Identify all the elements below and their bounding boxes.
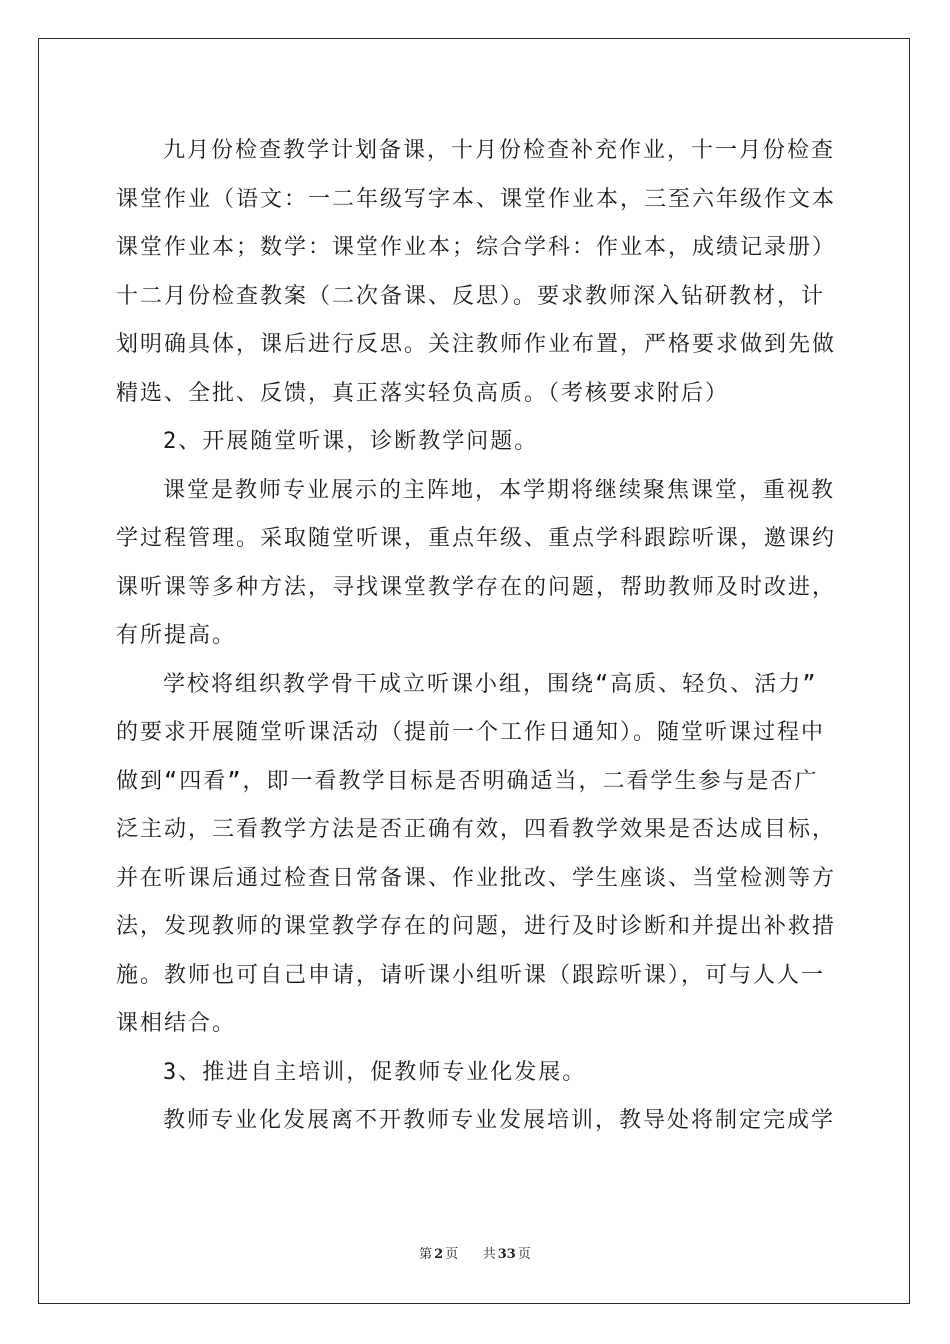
text-line: 课听课等多种方法，寻找课堂教学存在的问题，帮助教师及时改进， [116,574,837,600]
text-line: 3、推进自主培训，促教师专业化发展。 [163,1059,587,1085]
text-line: 课堂是教师专业展示的主阵地，本学期将继续聚焦课堂，重视教 [163,477,836,503]
page-indicator: 第 2 页 [419,1247,459,1262]
text-line: 学过程管理。采取随堂听课，重点年级、重点学科跟踪听课，邀课约 [116,526,837,551]
total-pages-indicator: 共 33 页 [482,1247,531,1262]
text-line: 课堂作业（语文：一二年级写字本、课堂作业本，三至六年级作文本 [116,186,837,212]
text-line: 的要求开展随堂听课活动（提前一个工作日通知）。随堂听课过程中 [116,720,826,745]
text-line: 2、开展随堂听课，诊断教学问题。 [163,429,539,454]
text-line: 课相结合。 [116,1011,237,1036]
text-line: 课堂作业本；数学：课堂作业本；综合学科：作业本，成绩记录册） [116,235,837,260]
text-line: 法，发现教师的课堂教学存在的问题，进行及时诊断和并提出补救措 [116,914,837,939]
text-line: 泛主动，三看教学方法是否正确有效，四看教学效果是否达成目标， [116,817,837,842]
document-body [116,127,836,1146]
page-footer [0,1243,950,1262]
text-line: 精选、全批、反馈，真正落实轻负高质。（考核要求附后） [116,380,730,406]
text-line: 划明确具体，课后进行反思。关注教师作业布置，严格要求做到先做 [116,332,837,357]
text-line: 并在听课后通过检查日常备课、作业批改、学生座谈、当堂检测等方 [116,865,837,891]
text-line: 教师专业化发展离不开教师专业发展培训，教导处将制定完成学 [163,1108,836,1133]
text-line: 有所提高。 [116,623,237,648]
text-line: 施。教师也可自己申请，请听课小组听课（跟踪听课），可与人人一 [116,962,826,988]
text-line: 十二月份检查教案（二次备课、反思）。要求教师深入钻研教材，计 [116,283,826,309]
text-line: 学校将组织教学骨干成立听课小组，围绕“高质、轻负、活力” [163,671,818,697]
text-line: 九月份检查教学计划备课，十月份检查补充作业，十一月份检查 [163,138,836,163]
text-line: 做到“四看”，即一看教学目标是否明确适当，二看学生参与是否广 [116,768,819,794]
